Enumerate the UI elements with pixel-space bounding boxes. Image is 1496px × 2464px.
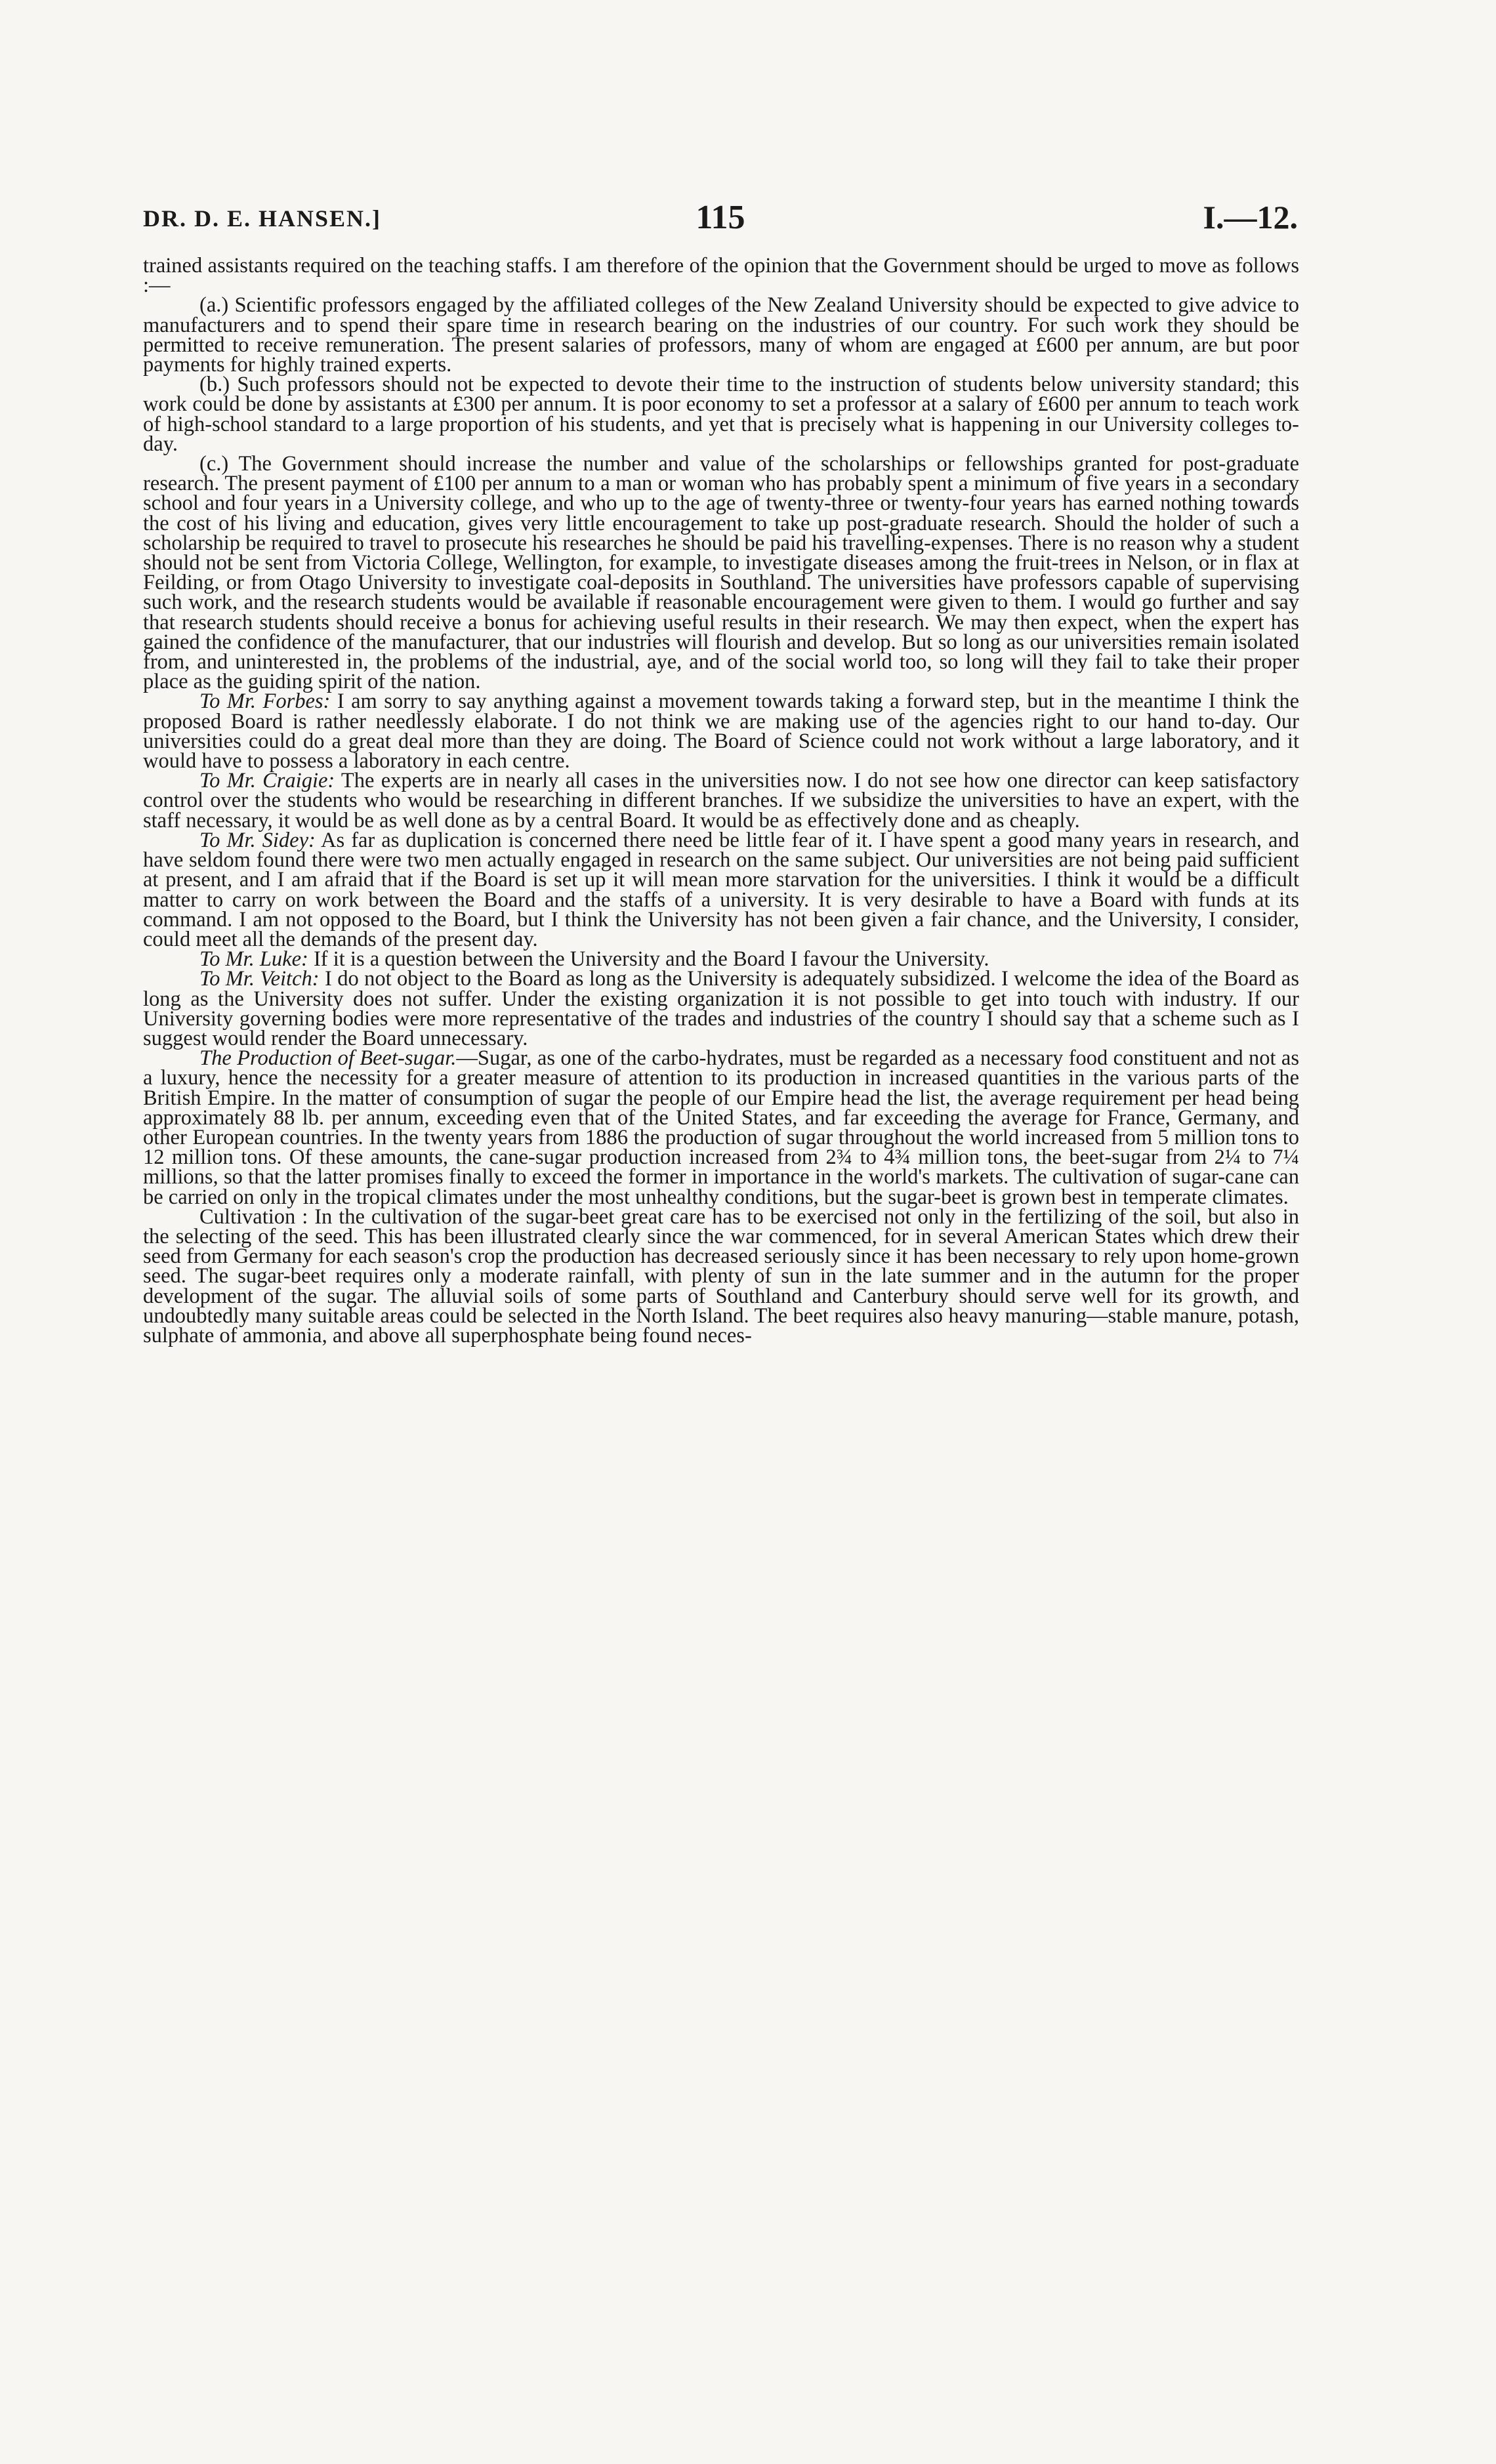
paragraph: Cultivation : In the cultivation of the sugar-beet great care has to be exercised not only in the fertilizing of the soil, but also in the selecting of the seed. This has been illustrated clearly since the war commenced, for in several American States which drew their seed from Germany for each season's crop the production has decreased seriously since it has been necessary to rely upon home-grown seed. The sugar-beet requires only a moderate rainfall, with plenty of sun in the late summer and in the autumn for the proper development of the sugar. The alluvial soils of some parts of Southland and Canterbury should serve well for its growth, and undoubtedly many suitable areas could be selected in the North Island. The beet requires also heavy manuring—stable manure, potash, sulphate of ammonia, and above all superphosphate being found neces- <box>143 1204 1299 1347</box>
paragraph: To Mr. Craigie: The experts are in nearly all cases in the universities now. I do not see how one director can keep satisfactory control over the students who would be researching in different branches. If we subsidize the universities to have an expert, with the staff necessary, it would be as well done as by a central Board. It would be as effectively done and as cheaply. <box>143 769 1299 832</box>
header-paper-ref: I.—12. <box>1203 199 1298 236</box>
paragraph: trained assistants required on the teaching staffs. I am therefore of the opinion that the Government should be urged to move as follows :— <box>143 254 1299 298</box>
paragraph: (a.) Scientific professors engaged by the affiliated colleges of the New Zealand University should be expected to give advice to manufacturers and to spend their spare time in research bearing on the industries of our country. For such work they should be permitted to receive remuneration. The present salaries of professors, many of whom are engaged at £600 per annum, are but poor payments for highly trained experts. <box>143 293 1299 377</box>
page-number: 115 <box>696 199 745 236</box>
page-header <box>143 198 1298 237</box>
paragraph: (b.) Such professors should not be expected to devote their time to the instruction of students below university standard; this work could be done by assistants at £300 per annum. It is poor economy to set a professor at a salary of £600 per annum to teach work of high-school standard to a large proportion of his students, and yet that is precisely what is happening in our University colleges to-day. <box>143 373 1299 456</box>
header-author: DR. D. E. HANSEN.] <box>143 205 382 232</box>
body-text <box>143 256 1299 1345</box>
paragraph: (c.) The Government should increase the number and value of the scholarships or fellowships granted for post-graduate research. The present payment of £100 per annum to a man or woman who has probably spent a minimum of five years in a secondary school and four years in a University college, and who up to the age of twenty-three or twenty-four years has earned nothing towards the cost of his living and education, gives very little encouragement to take up post-graduate research. Should the holder of such a scholarship be required to travel to prosecute his researches he should be paid his travelling-expenses. There is no reason why a student should not be sent from Victoria College, Wellington, for example, to investigate diseases among the fruit-trees in Nelson, or in flax at Feilding, or from Otago University to investigate coal-deposits in Southland. The universities have professors capable of supervising such work, and the research students would be available if reasonable encouragement were given to them. I would go further and say that research students should receive a bonus for achieving useful results in their research. We may then expect, when the expert has gained the confidence of the manufacturer, that our industries will flourish and develop. But so long as our universities remain isolated from, and uninterested in, the problems of the industrial, aye, and of the social world too, so long will they fail to take their proper place as the guiding spirit of the nation. <box>143 452 1299 694</box>
paragraph: To Mr. Forbes: I am sorry to say anything against a movement towards taking a forward step, but in the meantime I think the proposed Board is rather needlessly elaborate. I do not think we are making use of the agencies right to our hand to-day. Our universities could do a great deal more than they are doing. The Board of Science could not work without a large laboratory, and it would have to possess a laboratory in each centre. <box>143 689 1300 773</box>
paragraph: To Mr. Veitch: I do not object to the Board as long as the University is adequately subsidized. I welcome the idea of the Board as long as the University does not suffer. Under the existing organization it is not possible to get into touch with industry. If our University governing bodies were more representative of the trades and industries of the country I should say that a scheme such as I suggest would render the Board unnecessary. <box>143 967 1299 1050</box>
paragraph: To Mr. Sidey: As far as duplication is concerned there need be little fear of it. I have spent a good many years in research, and have seldom found there were two men actually engaged in research on the same subject. Our universities are not being paid sufficient at present, and I am afraid that if the Board is set up it will mean more starvation for the universities. I think it would be a difficult matter to carry on work between the Board and the staffs of a university. It is very desirable to have a Board with funds at its command. I am not opposed to the Board, but I think the University has not been given a fair chance, and the University, I consider, could meet all the demands of the present day. <box>143 828 1299 951</box>
paragraph: To Mr. Luke: If it is a question between the University and the Board I favour the University. <box>199 947 989 972</box>
paragraph: The Production of Beet-sugar.—Sugar, as one of the carbo-hydrates, must be regarded as a necessary food constituent and not as a luxury, hence the necessity for a greater measure of attention to its production in increased quantities in the various parts of the British Empire. In the matter of consumption of sugar the people of our Empire head the list, the average requirement per head being approximately 88 lb. per annum, exceeding even that of the United States, and far exceeding the average for France, Germany, and other European countries. In the twenty years from 1886 the production of sugar throughout the world increased from 5 million tons to 12 million tons. Of these amounts, the cane-sugar production increased from 2¾ to 4¾ million tons, the beet-sugar from 2¼ to 7¼ millions, so that the latter promises finally to exceed the former in importance in the world's markets. The cultivation of sugar-cane can be carried on only in the tropical climates under the most unhealthy conditions, but the sugar-beet is grown best in temperate climates. <box>143 1046 1299 1209</box>
